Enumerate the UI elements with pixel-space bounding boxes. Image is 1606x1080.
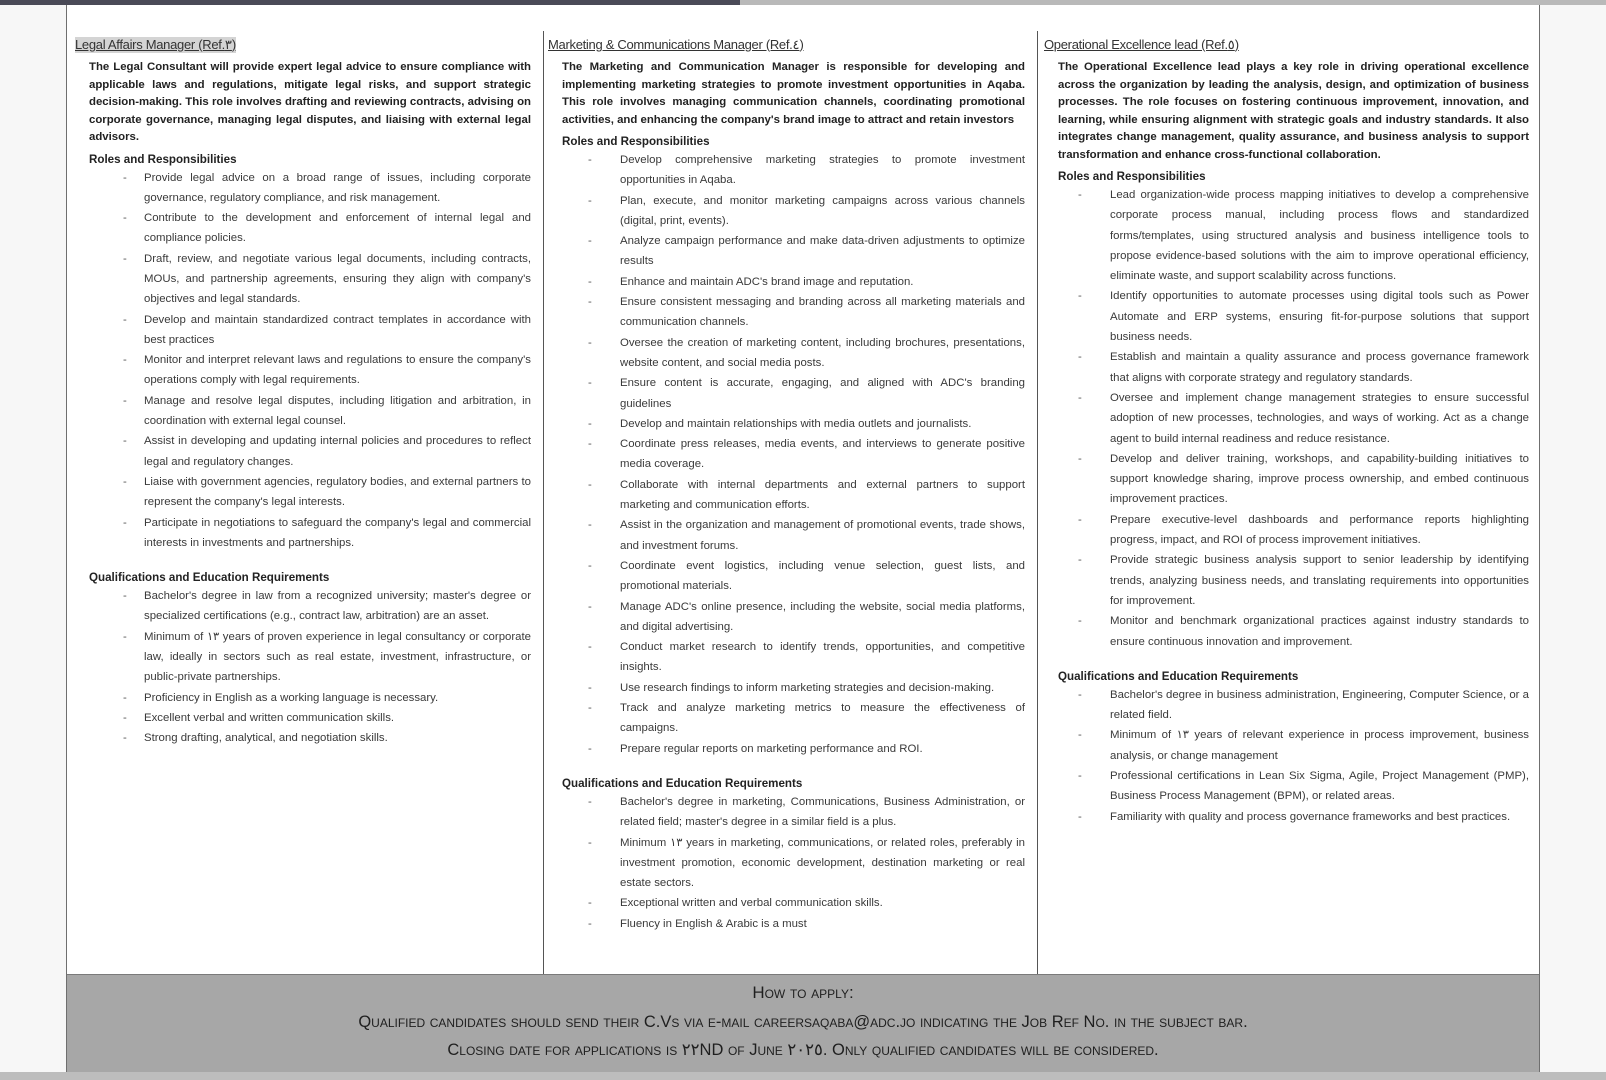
list-item: - Prepare executive-level dashboards and performance reports highlighting progress, impact, and ROI of process improvement initiatives.	[1044, 510, 1533, 551]
roles-list	[548, 150, 1029, 759]
list-item: - Establish and maintain a quality assurance and process governance framework that aligns with corporate strategy and regulatory standards.	[1044, 347, 1533, 388]
list-item: - Collaborate with internal departments and external partners to support marketing and communication efforts.	[548, 475, 1029, 516]
roles-heading: Roles and Responsibilities	[562, 135, 710, 148]
list-item: - Liaise with government agencies, regulatory bodies, and external partners to represent the company's legal interests.	[75, 472, 535, 513]
qualifications-heading: Qualifications and Education Requirements	[1058, 669, 1299, 683]
list-item: - Bachelor's degree in law from a recognized university; master's degree or specialized certifications (e.g., contract law, arbitration) are an asset.	[75, 586, 535, 627]
list-item: - Familiarity with quality and process governance frameworks and best practices.	[1044, 807, 1533, 827]
list-item: - Lead organization-wide process mapping initiatives to develop a comprehensive corporate process manual, including process flows and standardized forms/templates, using structured analysis and business intelligence tools to propose evidence-based solutions with the aim to improve operational efficiency, eliminate waste, and support scalability across functions.	[1044, 185, 1533, 286]
list-item: - Develop and maintain relationships with media outlets and journalists.	[548, 414, 1029, 434]
job-column-marketing	[543, 31, 1029, 975]
apply-instructions: Qualified candidates should send their C.Vs via e-mail careersaqaba@adc.jo indicating the Job Ref No. in the subject bar.	[358, 1013, 1248, 1031]
list-item: - Minimum ١٣ years in marketing, communications, or related roles, preferably in investment promotion, economic development, destination marketing or real estate sectors.	[548, 833, 1029, 894]
job-title: Legal Affairs Manager (Ref.٣)	[75, 37, 236, 52]
qualifications-heading: Qualifications and Education Requirements	[89, 571, 330, 585]
list-item: - Monitor and interpret relevant laws and regulations to ensure the company's operations comply with legal requirements.	[75, 350, 535, 391]
list-item: - Bachelor's degree in business administration, Engineering, Computer Science, or a related field.	[1044, 685, 1533, 726]
roles-list	[1044, 185, 1533, 652]
list-item: - Develop and maintain standardized contract templates in accordance with best practices	[75, 310, 535, 351]
list-item: - Prepare regular reports on marketing performance and ROI.	[548, 739, 1029, 759]
qualifications-list	[1044, 685, 1533, 827]
qualifications-list	[548, 792, 1029, 934]
list-item: - Minimum of ١٣ years of proven experience in legal consultancy or corporate law, ideally in sectors such as real estate, investment, infrastructure, or public-private partnerships.	[75, 627, 535, 688]
job-intro: The Legal Consultant will provide expert legal advice to ensure compliance with applicable laws and regulations, mitigate legal risks, and support strategic decision-making. This role involves drafting and reviewing contracts, advising on corporate governance, managing legal disputes, and liaising with external legal advisors.	[89, 61, 531, 143]
job-posting-sheet	[66, 5, 1540, 1074]
list-item: - Bachelor's degree in marketing, Communications, Business Administration, or related field; master's degree in a similar field is a plus.	[548, 792, 1029, 833]
qualifications-heading: Qualifications and Education Requirements	[562, 776, 803, 790]
list-item: - Monitor and benchmark organizational practices against industry standards to ensure continuous innovation and improvement.	[1044, 611, 1533, 652]
list-item: - Manage and resolve legal disputes, including litigation and arbitration, in coordination with external legal counsel.	[75, 391, 535, 432]
list-item: - Excellent verbal and written communication skills.	[75, 708, 535, 728]
list-item: - Track and analyze marketing metrics to measure the effectiveness of campaigns.	[548, 698, 1029, 739]
list-item: - Use research findings to inform marketing strategies and decision-making.	[548, 678, 1029, 698]
bottom-edge	[0, 1072, 1606, 1080]
list-item: - Strong drafting, analytical, and negotiation skills.	[75, 728, 535, 748]
qualifications-list	[75, 586, 535, 748]
job-title: Marketing & Communications Manager (Ref.٤)	[548, 37, 804, 52]
list-item: - Ensure content is accurate, engaging, and aligned with ADC's branding guidelines	[548, 373, 1029, 414]
list-item: - Draft, review, and negotiate various legal documents, including contracts, MOUs, and partnership agreements, ensuring they align with company's objectives and legal standards.	[75, 249, 535, 310]
list-item: - Plan, execute, and monitor marketing campaigns across various channels (digital, print, events).	[548, 191, 1029, 232]
list-item: - Oversee the creation of marketing content, including brochures, presentations, website content, and social media posts.	[548, 333, 1029, 374]
list-item: - Participate in negotiations to safeguard the company's legal and commercial interests in investments and partnerships.	[75, 513, 535, 554]
list-item: - Ensure consistent messaging and branding across all marketing materials and communication channels.	[548, 292, 1029, 333]
list-item: - Exceptional written and verbal communication skills.	[548, 893, 1029, 913]
list-item: - Analyze campaign performance and make data-driven adjustments to optimize results	[548, 231, 1029, 272]
list-item: - Assist in the organization and management of promotional events, trade shows, and investment forums.	[548, 515, 1029, 556]
list-item: - Contribute to the development and enforcement of internal legal and compliance policies.	[75, 208, 535, 249]
list-item: - Conduct market research to identify trends, opportunities, and competitive insights.	[548, 637, 1029, 678]
list-item: - Coordinate event logistics, including venue selection, guest lists, and promotional materials.	[548, 556, 1029, 597]
job-intro: The Operational Excellence lead plays a key role in driving operational excellence across the organization by leading the analysis, design, and optimization of business processes. The role focuses on fostering continuous improvement, innovation, and learning, while ensuring alignment with strategic goals and industry standards. It also integrates change management, quality assurance, and business analysis to support transformation and enhance cross-functional collaboration.	[1058, 61, 1529, 161]
list-item: - Develop comprehensive marketing strategies to promote investment opportunities in Aqaba.	[548, 150, 1029, 191]
how-to-apply-banner	[67, 974, 1539, 1075]
list-item: - Proficiency in English as a working language is necessary.	[75, 688, 535, 708]
list-item: - Enhance and maintain ADC's brand image and reputation.	[548, 272, 1029, 292]
list-item: - Manage ADC's online presence, including the website, social media platforms, and digital advertising.	[548, 597, 1029, 638]
job-title: Operational Excellence lead (Ref.٥)	[1044, 37, 1239, 52]
list-item: - Develop and deliver training, workshops, and capability-building initiatives to support knowledge sharing, improve process ownership, and embed continuous improvement practices.	[1044, 449, 1533, 510]
list-item: - Professional certifications in Lean Six Sigma, Agile, Project Management (PMP), Business Process Management (BPM), or related areas.	[1044, 766, 1533, 807]
closing-date-notice: Closing date for applications is ٢٢ND of June ٢٠٢٥. Only qualified candidates will be considered.	[447, 1041, 1159, 1059]
list-item: - Minimum of ١٣ years of relevant experience in process improvement, business analysis, or change management	[1044, 725, 1533, 766]
roles-list	[75, 168, 535, 554]
how-to-apply-heading: How to apply:	[752, 983, 854, 1002]
roles-heading: Roles and Responsibilities	[1058, 170, 1206, 183]
job-column-operational-excellence	[1037, 31, 1533, 975]
job-intro: The Marketing and Communication Manager is responsible for developing and implementing marketing strategies to promote investment opportunities in Aqaba. This role involves managing communication channels, coordinating promotional activities, and enhancing the company's brand image to attract and retain investors	[562, 61, 1025, 126]
roles-heading: Roles and Responsibilities	[89, 152, 237, 166]
list-item: - Assist in developing and updating internal policies and procedures to reflect legal and regulatory changes.	[75, 431, 535, 472]
list-item: - Provide strategic business analysis support to senior leadership by identifying trends, analyzing business needs, and translating requirements into opportunities for improvement.	[1044, 550, 1533, 611]
list-item: - Coordinate press releases, media events, and interviews to generate positive media coverage.	[548, 434, 1029, 475]
list-item: - Oversee and implement change management strategies to ensure successful adoption of new processes, technologies, and ways of working. Act as a change agent to build internal readiness and reduce resistance.	[1044, 388, 1533, 449]
list-item: - Identify opportunities to automate processes using digital tools such as Power Automate and ERP systems, ensuring fit-for-purpose solutions that support business needs.	[1044, 286, 1533, 347]
list-item: - Fluency in English & Arabic is a must	[548, 914, 1029, 934]
list-item: - Provide legal advice on a broad range of issues, including corporate governance, regulatory compliance, and risk management.	[75, 168, 535, 209]
job-column-legal	[75, 31, 535, 975]
